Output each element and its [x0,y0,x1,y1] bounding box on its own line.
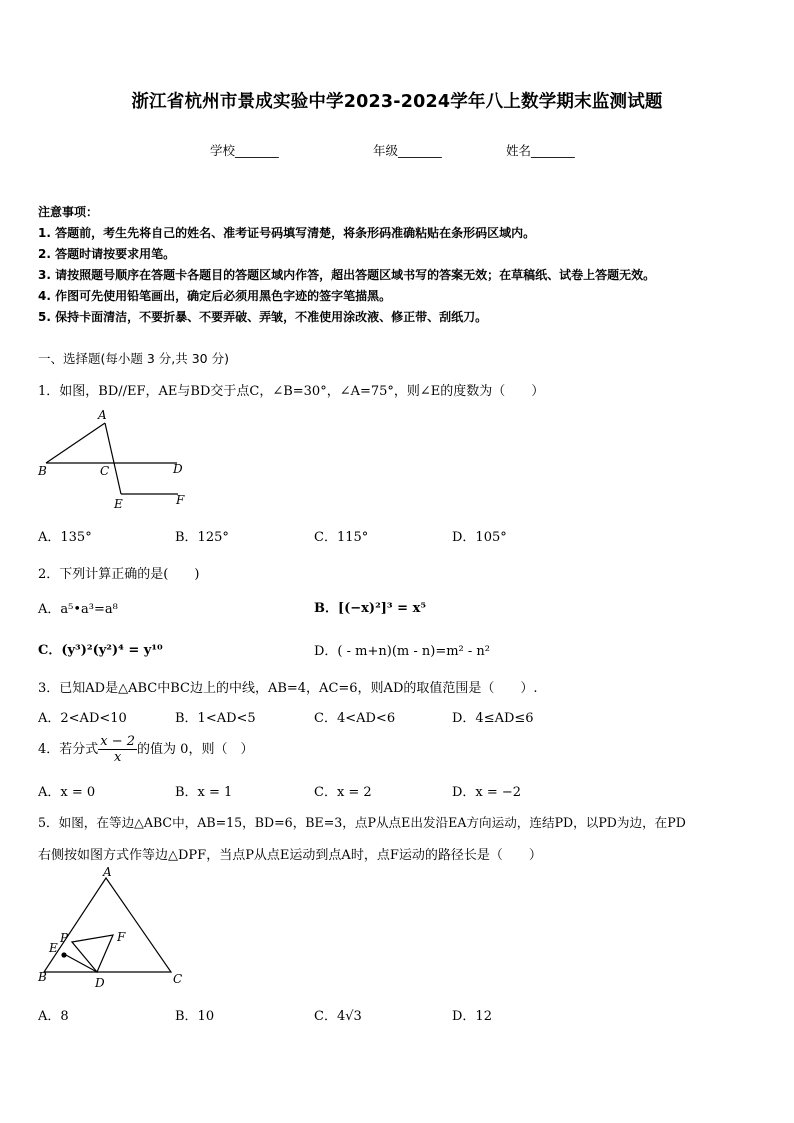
triangle-dpf [72,935,113,972]
note-item: 4. 作图可先使用铅笔画出，确定后必须用黑色字迹的签字笔描黑。 [38,289,392,303]
q1-option-b[interactable]: B．125° [175,530,229,545]
q5-option-a[interactable]: A．8 [38,1009,69,1024]
grade-field: 年级_______ [373,143,442,158]
q5-option-b[interactable]: B．10 [175,1009,215,1024]
question-1-text: 1．如图，BD//EF，AE与BD交于点C，∠B=30°，∠A=75°，则∠E的度数为（ ） [38,384,545,399]
note-item: 2. 答题时请按要求用笔。 [38,247,176,261]
note-item: 1. 答题前，考生先将自己的姓名、准考证号码填写清楚，将条形码准确粘贴在条形码区域内。 [38,226,536,240]
q5-option-c[interactable]: C．4√3 [314,1009,362,1024]
question-4-text [38,734,253,766]
label-b: B [38,970,47,984]
q4-fraction [98,734,137,765]
label-e: E [49,941,58,955]
q3-option-a[interactable]: A．2<AD<10 [38,711,127,726]
label-f: F [176,493,185,507]
segment-ed [64,954,97,972]
q3-option-b[interactable]: B．1<AD<5 [175,711,256,726]
label-p: P [60,931,69,945]
note-item: 5. 保持卡面清洁，不要折暴、不要弄破、弄皱，不准使用涂改液、修正带、刮纸刀。 [38,310,488,324]
page-title: 浙江省杭州市景成实验中学2023-2024学年八上数学期末监测试题 [131,92,663,112]
q4-option-d[interactable]: D．x = −2 [452,785,522,800]
school-field: 学校_______ [210,143,279,158]
label-c: C [100,464,110,478]
q1-option-d[interactable]: D．105° [452,530,507,545]
q4-option-c[interactable]: C．x = 2 [314,785,372,800]
question-5-line1: 5．如图，在等边△ABC中，AB=15，BD=6，BE=3，点P从点E出发沿EA方向运动，连结PD，以PD为边，在PD [38,815,686,830]
label-d: D [173,462,183,476]
q5-option-d[interactable]: D．12 [452,1009,492,1024]
line-ba [46,423,105,463]
point-e [61,952,66,957]
q1-option-a[interactable]: A．135° [38,530,92,545]
q4-suffix: 的值为 0，则（ ） [137,742,254,757]
q3-option-c[interactable]: C．4<AD<6 [314,711,396,726]
label-f: F [117,930,126,944]
q3-option-d[interactable]: D．4≤AD≤6 [452,711,534,726]
q4-numerator: x − 2 [100,734,136,749]
label-b: B [38,464,47,478]
question-1-figure [34,405,194,515]
label-a: A [103,865,112,879]
label-a: A [98,408,107,422]
notes-heading: 注意事项： [38,205,99,219]
q2-option-b[interactable]: B．[(−x)²]³ = x⁵ [314,601,427,616]
note-item: 3. 请按照题号顺序在答题卡各题目的答题区域内作答，超出答题区域书写的答案无效；在草稿纸、试卷上答题无效。 [38,268,656,282]
line-ae [105,423,121,494]
q2-option-d[interactable]: D．( - m+n)(m - n)=m² - n² [314,644,490,659]
triangle-abc [44,878,171,972]
section-heading: 一、选择题(每小题 3 分,共 30 分) [38,351,229,366]
label-e: E [114,497,123,511]
q4-prefix: 4．若分式 [38,742,99,757]
question-5-figure [32,864,192,994]
q2-option-a[interactable]: A．a⁵•a³=a⁸ [38,602,118,617]
q4-denominator: x [113,750,122,765]
label-d: D [95,976,105,990]
name-field: 姓名_______ [506,143,575,158]
q4-option-b[interactable]: B．x = 1 [175,785,233,800]
question-2-text: 2．下列计算正确的是( ) [38,567,200,582]
q1-option-c[interactable]: C．115° [314,530,369,545]
label-c: C [173,972,183,986]
question-3-text: 3．已知AD是△ABC中BC边上的中线，AB=4，AC=6，则AD的取值范围是（ ）. [38,681,538,696]
q2-option-c[interactable]: C．(y³)²(y²)⁴ = y¹⁰ [38,643,163,658]
q4-option-a[interactable]: A．x = 0 [38,785,96,800]
question-5-line2: 右侧按如图方式作等边△DPF，当点P从点E运动到点A时，点F运动的路径长是（ ） [38,848,542,863]
